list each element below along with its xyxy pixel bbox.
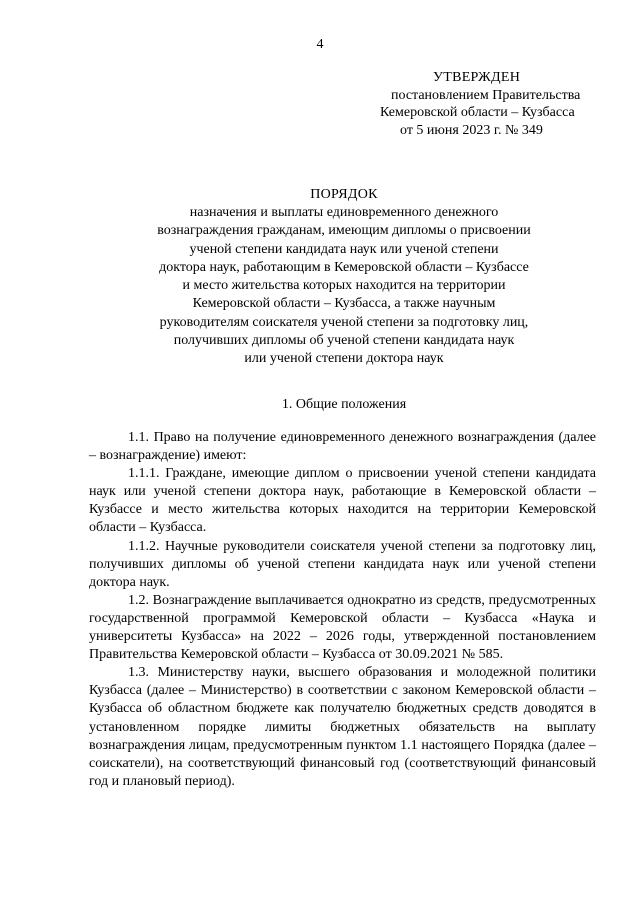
document-title: ПОРЯДОК: [310, 187, 378, 202]
subtitle-line: вознаграждения гражданам, имеющим дипломы о присвоении: [157, 223, 531, 239]
section-body: [89, 429, 596, 791]
subtitle-line: доктора наук, работающим в Кемеровской области – Кузбассе: [159, 259, 529, 275]
subtitle-line: назначения и выплаты единовременного денежного: [189, 205, 499, 220]
approval-line: постановлением Правительства: [391, 87, 581, 103]
paragraph: 1.1. Право на получение единовременного денежного вознаграждения (далее – вознаграждение) имеют:: [89, 430, 596, 464]
approval-stamp: [380, 69, 604, 139]
subtitle-line: ученой степени кандидата наук или ученой степени: [189, 241, 499, 257]
approval-line: от 5 июня 2023 г. № 349: [400, 122, 543, 138]
approval-title: УТВЕРЖДЕН: [433, 70, 521, 85]
paragraph: 1.3. Министерству науки, высшего образования и молодежной политики Кузбасса (далее – Министерство) в соответствии с законом Кемеровской области – Кузбасса об областном бюджете как получателю бюджетных средств доводятся в установленном порядке лимиты бюджетных обязательств на выплату вознаграждения лицам, предусмотренным пунктом 1.1 настоящего Порядка (далее – соискатели), на соответствующий финансовый год (соответствующий финансовый год и плановый период).: [89, 665, 596, 789]
subtitle-line: руководителям соискателя ученой степени за подготовку лиц,: [159, 314, 529, 330]
subtitle-line: Кемеровской области – Кузбасса, а также научным: [192, 296, 496, 312]
subtitle-line: или ученой степени доктора наук: [244, 351, 444, 367]
subtitle-line: и место жительства которых находится на территории: [182, 278, 506, 294]
page-number: 4: [316, 37, 324, 52]
paragraph: 1.2. Вознаграждение выплачивается однократно из средств, предусмотренных государственной программой Кемеровской области – Кузбасса «Наука и университеты Кузбасса» на 2022 – 2026 годы, утвержденной постановлением Правительства Кемеровской области – Кузбасса от 30.09.2021 № 585.: [89, 592, 596, 663]
subtitle-line: получивших дипломы об ученой степени кандидата наук: [173, 333, 515, 349]
document-subtitle: [100, 204, 588, 369]
paragraph: 1.1.2. Научные руководители соискателя ученой степени за подготовку лиц, получивших дипломы об ученой степени кандидата наук или ученой степени доктора наук.: [89, 538, 596, 590]
paragraph: 1.1.1. Граждане, имеющие диплом о присвоении ученой степени кандидата наук или ученой степени доктора наук, работающие в Кемеровской области – Кузбассе и место жительства которых находится на территории Кемеровской области – Кузбасса.: [89, 466, 596, 536]
approval-line: Кемеровской области – Кузбасса: [380, 105, 575, 120]
section-heading: 1. Общие положения: [281, 397, 407, 412]
